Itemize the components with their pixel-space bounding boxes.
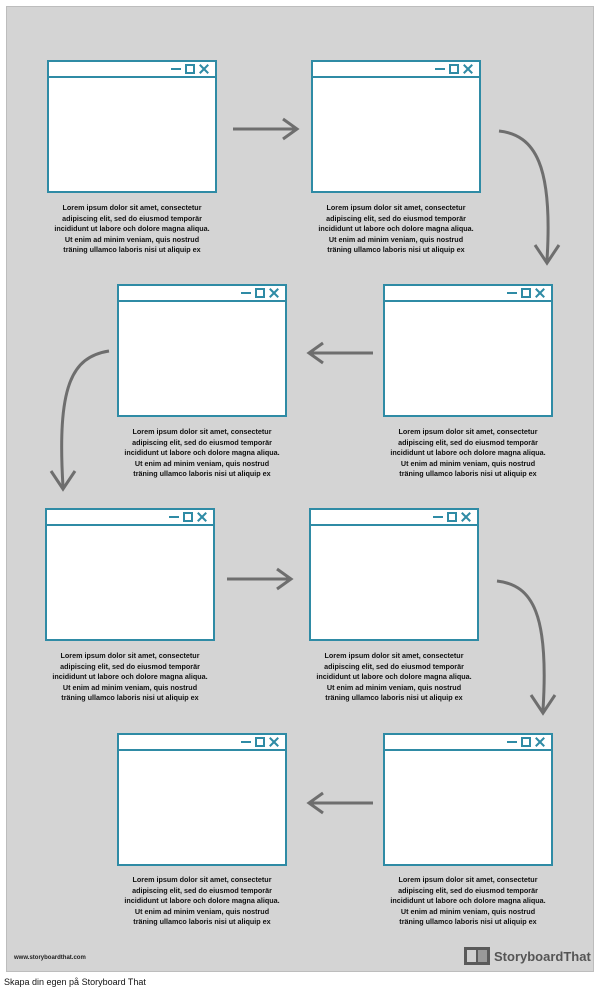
close-icon: [269, 737, 279, 747]
panel-titlebar: [311, 510, 477, 526]
bottom-caption: Skapa din egen på Storyboard That: [4, 977, 146, 987]
close-icon: [197, 512, 207, 522]
panel-3-caption: Lorem ipsum dolor sit amet, consectetur adipiscing elit, sed do eiusmod temporär incididunt ut labore och dolore magna aliqua. Ut enim ad minim veniam, quis nostrud träning ullamco laboris nisi ut aliquip ex: [390, 427, 546, 478]
close-icon: [199, 64, 209, 74]
left-arrow-icon: [305, 341, 375, 365]
panel-4-caption: Lorem ipsum dolor sit amet, consectetur adipiscing elit, sed do eiusmod temporär incididunt ut labore och dolore magna aliqua. Ut enim ad minim veniam, quis nostrud träning ullamco laboris nisi ut aliquip ex: [124, 427, 280, 478]
panel-titlebar: [313, 62, 479, 78]
panel-8-caption: Lorem ipsum dolor sit amet, consectetur adipiscing elit, sed do eiusmod temporär incididunt ut labore och dolore magna aliqua. Ut enim ad minim veniam, quis nostrud träning ullamco laboris nisi ut aliquip ex: [124, 875, 280, 926]
minimize-icon: [433, 512, 443, 522]
minimize-icon: [507, 737, 517, 747]
maximize-icon: [185, 64, 195, 74]
maximize-icon: [521, 288, 531, 298]
storyboard-logo-icon: [464, 947, 490, 965]
panel-7-caption: Lorem ipsum dolor sit amet, consectetur adipiscing elit, sed do eiusmod temporär incididunt ut labore och dolore magna aliqua. Ut enim ad minim veniam, quis nostrud träning ullamco laboris nisi ut aliquip ex: [390, 875, 546, 926]
panel-6-caption: Lorem ipsum dolor sit amet, consectetur adipiscing elit, sed do eiusmod temporär incididunt ut labore och dolore magna aliqua. Ut enim ad minim veniam, quis nostrud träning ullamco laboris nisi ut aliquip ex: [316, 651, 472, 702]
minimize-icon: [435, 64, 445, 74]
panel-3: [383, 284, 553, 417]
close-icon: [461, 512, 471, 522]
panel-titlebar: [119, 735, 285, 751]
panel-8: [117, 733, 287, 866]
right-arrow-icon: [231, 117, 301, 141]
minimize-icon: [169, 512, 179, 522]
maximize-icon: [449, 64, 459, 74]
maximize-icon: [447, 512, 457, 522]
minimize-icon: [171, 64, 181, 74]
panel-titlebar: [47, 510, 213, 526]
panel-titlebar: [49, 62, 215, 78]
curved-down-arrow-icon: [495, 125, 565, 270]
panel-4: [117, 284, 287, 417]
left-arrow-icon: [305, 791, 375, 815]
panel-5: [45, 508, 215, 641]
panel-titlebar: [385, 735, 551, 751]
footer-url[interactable]: www.storyboardthat.com: [14, 955, 86, 961]
logo-text: StoryboardThat: [494, 948, 591, 964]
maximize-icon: [183, 512, 193, 522]
maximize-icon: [255, 288, 265, 298]
panel-5-caption: Lorem ipsum dolor sit amet, consectetur adipiscing elit, sed do eiusmod temporär incididunt ut labore och dolore magna aliqua. Ut enim ad minim veniam, quis nostrud träning ullamco laboris nisi ut aliquip ex: [52, 651, 208, 702]
maximize-icon: [255, 737, 265, 747]
panel-6: [309, 508, 479, 641]
panel-7: [383, 733, 553, 866]
minimize-icon: [241, 737, 251, 747]
panel-titlebar: [385, 286, 551, 302]
panel-2-caption: Lorem ipsum dolor sit amet, consectetur adipiscing elit, sed do eiusmod temporär incididunt ut labore och dolore magna aliqua. Ut enim ad minim veniam, quis nostrud träning ullamco laboris nisi ut aliquip ex: [318, 203, 474, 254]
worksheet: [6, 6, 594, 972]
minimize-icon: [507, 288, 517, 298]
panel-1-caption: Lorem ipsum dolor sit amet, consectetur adipiscing elit, sed do eiusmod temporär incididunt ut labore och dolore magna aliqua. Ut enim ad minim veniam, quis nostrud träning ullamco laboris nisi ut aliquip ex: [54, 203, 210, 254]
maximize-icon: [521, 737, 531, 747]
close-icon: [463, 64, 473, 74]
close-icon: [535, 737, 545, 747]
right-arrow-icon: [225, 567, 295, 591]
storyboardthat-logo: [464, 946, 591, 966]
close-icon: [535, 288, 545, 298]
close-icon: [269, 288, 279, 298]
curved-down-arrow-icon: [493, 575, 563, 720]
panel-titlebar: [119, 286, 285, 302]
curved-down-arrow-icon: [45, 347, 115, 497]
panel-2: [311, 60, 481, 193]
panel-1: [47, 60, 217, 193]
minimize-icon: [241, 288, 251, 298]
